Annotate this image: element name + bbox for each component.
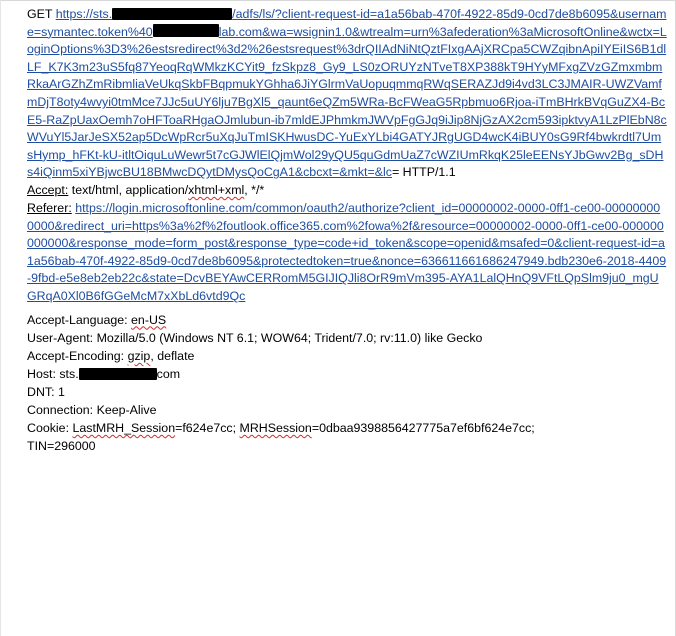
header-value-referer-part4[interactable]: 0cd7de8b6095&protectedtoken=true&nonce=636611661686247949.bdb230e6-2018-4409-9fbd-e5e8eb2eb22c&state=DcvBEYAwCERRomM5GIJIQJli8OrR9mVm395-AYA1LalQHnQ9VFtLQpSlm9ju0_mgUGRqA0Xl0B6fGGeMcM7xXbLd6vtd9Qc — [27, 253, 667, 303]
header-value-accept-encoding-tail: , deflate — [150, 348, 195, 363]
header-accept — [27, 182, 667, 200]
header-value-accept-2: , */* — [244, 182, 265, 197]
cookie-name-mrhsession: MRHSession — [239, 421, 312, 436]
cookie-name-lastmrh-session: LastMRH_Session — [72, 421, 176, 436]
page-top-border — [0, 0, 676, 1]
cookie-value-lastmrh-session: =f624e7cc; — [175, 421, 240, 436]
header-value-referer-part1[interactable]: https://login.microsoftonline.com/common/oauth2/authorize?client_id=00000002-0000-0ff1-ce00- — [75, 201, 606, 216]
header-name-dnt: DNT: — [27, 384, 55, 399]
http-method: GET — [27, 7, 53, 21]
header-host — [27, 366, 667, 384]
header-name-accept-encoding: Accept-Encoding: — [27, 348, 125, 363]
header-cookie — [27, 420, 667, 438]
header-value-host-prefix: sts. — [55, 366, 79, 381]
header-referer — [27, 200, 667, 306]
header-accept-encoding — [27, 348, 667, 366]
header-user-agent — [27, 330, 667, 348]
header-name-user-agent: User-Agent: — [27, 330, 94, 345]
header-name-host: Host: — [27, 366, 56, 381]
header-value-referer-part2[interactable]: 000000000000&redirect_uri=https%3a%2f%2foutlook.office365.com%2fowa%2f&resource=00000002-0000-0ff1-ce00- — [27, 201, 661, 233]
header-accept-language — [27, 312, 667, 330]
header-value-accept-language: en-US — [131, 312, 167, 327]
header-dnt — [27, 384, 667, 402]
header-name-cookie: Cookie: — [27, 421, 70, 436]
redaction-bar-host — [112, 8, 232, 20]
header-name-tin: TIN=296000 — [27, 439, 96, 454]
http-trace-text — [27, 6, 667, 456]
header-name-accept-language: Accept-Language: — [27, 312, 128, 327]
page-left-border — [0, 0, 1, 636]
header-value-accept-encoding-gzip: gzip — [127, 348, 151, 363]
header-tin — [27, 438, 667, 456]
header-name-referer: Referer: — [27, 201, 72, 216]
header-value-user-agent: Mozilla/5.0 (Windows NT 6.1; WOW64; Trident/7.0; rv:11.0) like Gecko — [93, 330, 483, 345]
header-value-referer-part3[interactable]: 000000000000&response_mode=form_post&response_type=code+id_token&scope=openid&msafed=0&client-request-id=a1a56bab-470f-4922-85d9- — [27, 218, 665, 268]
request-url-host[interactable]: https://sts. — [55, 7, 113, 21]
header-value-connection: Keep-Alive — [93, 403, 157, 418]
header-value-host-suffix: com — [156, 366, 181, 381]
header-value-dnt: 1 — [54, 384, 65, 399]
redaction-bar-host-header — [79, 368, 157, 380]
request-url-query[interactable]: lab.com&wa=wsignin1.0&wtrealm=urn%3afederation%3aMicrosoftOnline&wctx=LoginOptions%3D3%26estsredirect%3d2%26estsrequest%3drQIIAdNiNtQztFIxgAAjXRCpa5CWZqibnApiIYEiIS6B1dlLF_K7K3m23uS5fq87YeoqRqWMkzKCYit9_fzSkpz8_Gy9_LS0zORUYzNTveT8XP388kT9HYyMFxgZVzGZmxmbmRkaArGZhZmRibmliaVeUkqSkbFBqpmukYGhha6JiYGlrmVaUopuqmmqRWqSERAZJd9i4vd3LC3JMAIR-UWZVamfmDjT8oty4wvyi0tmMce7JJc5uUY6lju7BgXl5_qaunt6eQZm5WRa-BcFWeaG5Rpbmuo6Rjoa-iTmBHrkBVqGuZX4-BcE5-RaZpUaxOemh7oHFToaRHgaOJmlubun-ib7mldEJPhmkmJWVpFgGJq9iJip8NjGzAX2cm593ipktvyA1LzPlEbN8cWVuYl5JarJeSX52ap5DcWpRcr5uXqJuTmISKHwusDC-YuExYLbi4GATYJRgUGD4wcK4iBUY0sG9Rf4bwkrdtl7UmsHymp_hFKt-kU-itltOiquLuWewr5t7cGJWlElQjmWol29yQU5quGdmUaZ7cWZIUmRkqK25leEENsYJbGwv2Bg_sDHs4iQinm5xiYBjwcBU18BMwcDQytDMysQoCgA1&cbcxt=&mkt=&lc — [27, 24, 667, 180]
header-name-accept: Accept: — [27, 182, 69, 197]
request-line — [27, 6, 667, 182]
header-connection — [27, 402, 667, 420]
redaction-bar-domain — [153, 24, 219, 37]
header-value-accept-xhtml: xhtml+xml — [188, 182, 245, 197]
cookie-value-mrhsession: =0dbaa9398856427775a7ef6bf624e7cc; — [311, 421, 535, 436]
request-url-path[interactable]: /adfs/ls/?client-request-id=a1a56bab-470f-4922-85d9-0cd7de8b6095&username=symantec.token%40 — [27, 7, 667, 39]
header-value-accept-1: text/html, application/ — [68, 182, 189, 197]
header-name-connection: Connection: — [27, 403, 94, 418]
http-protocol: = HTTP/1.1 — [391, 165, 456, 180]
